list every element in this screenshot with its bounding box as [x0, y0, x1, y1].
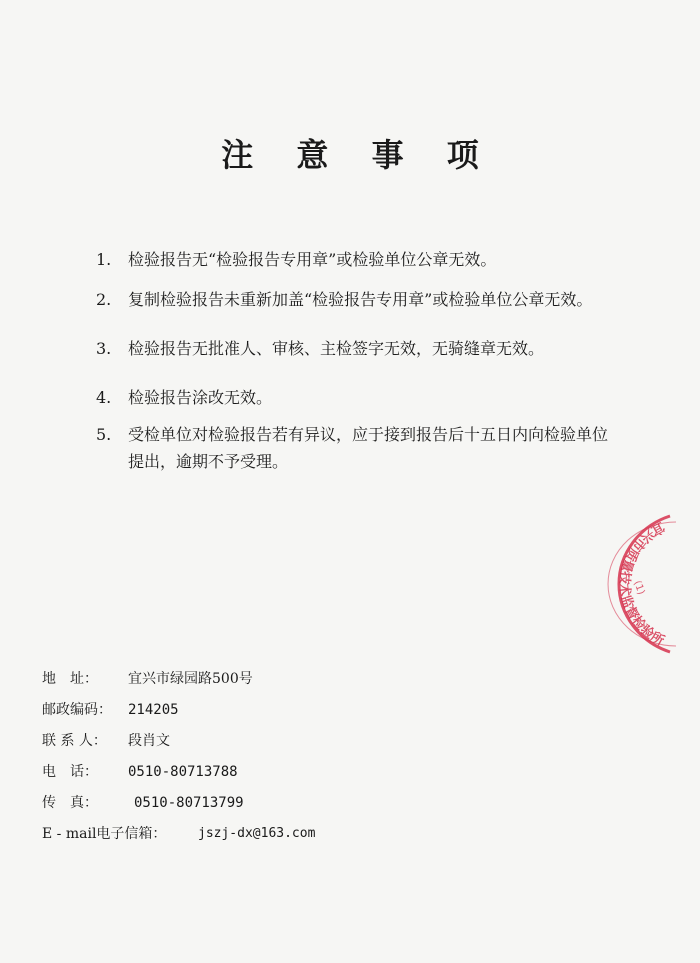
address-value: 宜兴市绿园路500号 — [128, 671, 253, 687]
fax-value: 0510-80713799 — [134, 795, 244, 811]
email-row — [42, 823, 642, 854]
postcode-value: 214205 — [128, 702, 179, 718]
notice-number: 4. — [96, 388, 112, 407]
contact-label: 联 系 人： — [42, 733, 107, 749]
page-title: 注 意 事 项 — [221, 136, 495, 174]
phone-value: 0510-80713788 — [128, 764, 238, 780]
notice-number: 1. — [96, 250, 112, 269]
contact-value: 段肖文 — [128, 733, 170, 749]
email-value: jszj-dx@163.com — [198, 826, 316, 841]
phone-label: 电 话： — [42, 764, 98, 780]
notice-text: 检验报告无“检验报告专用章”或检验单位公章无效。 — [128, 250, 497, 269]
notice-text: 受检单位对检验报告若有异议，应于接到报告后十五日内向检验单位提出，逾期不予受理。 — [128, 425, 609, 471]
address-label: 地 址： — [42, 671, 98, 687]
email-label: E - mail电子信箱： — [42, 826, 167, 842]
notice-text: 检验报告无批准人、审核、主检签字无效，无骑缝章无效。 — [128, 339, 545, 358]
contact-info — [42, 668, 642, 854]
seal-sub: (1) — [631, 579, 647, 597]
notice-number: 2. — [96, 290, 112, 309]
notice-item — [96, 246, 616, 273]
contact-row — [42, 730, 642, 761]
postcode-label: 邮政编码： — [42, 702, 112, 718]
fax-label: 传 真： — [42, 795, 98, 811]
official-seal — [572, 512, 684, 654]
notice-item — [96, 335, 616, 362]
seal-text: 宜兴市质量技术监督检验所 — [616, 518, 667, 650]
postcode-row — [42, 699, 642, 730]
notice-number: 5. — [96, 425, 112, 444]
notice-text: 复制检验报告未重新加盖“检验报告专用章”或检验单位公章无效。 — [128, 290, 593, 309]
notice-item — [96, 421, 616, 475]
fax-row — [42, 792, 642, 823]
notice-text: 检验报告涂改无效。 — [128, 388, 273, 407]
notice-item — [96, 384, 616, 411]
notice-number: 3. — [96, 339, 112, 358]
notice-item — [96, 286, 616, 313]
phone-row — [42, 761, 642, 792]
address-row — [42, 668, 642, 699]
notice-list — [96, 246, 616, 475]
